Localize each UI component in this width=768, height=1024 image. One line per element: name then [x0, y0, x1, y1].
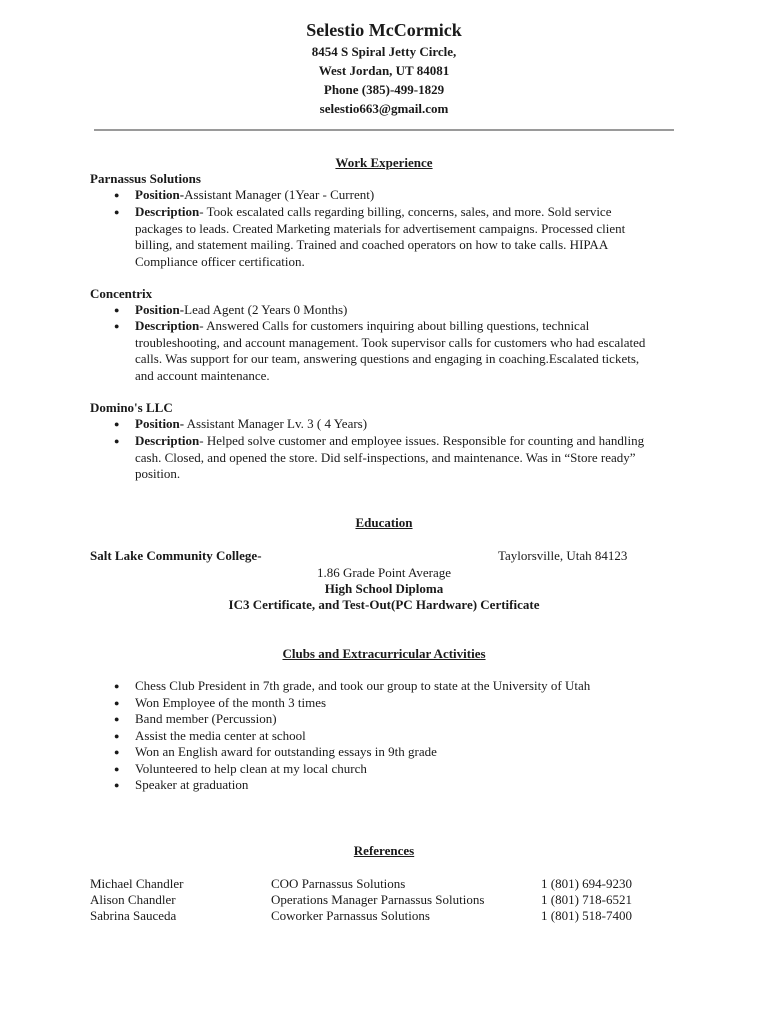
description-block: [135, 433, 690, 483]
company-name: Concentrix: [90, 286, 153, 301]
position-line: [135, 416, 690, 433]
description-line: [135, 204, 690, 221]
position-line: [135, 187, 690, 204]
gpa-line: 1.86 Grade Point Average: [316, 565, 452, 580]
bullet-icon: ●: [114, 697, 120, 708]
description-line: packages to leads. Created Marketing materials for advertisement campaigns. Processed client: [135, 220, 626, 236]
description-line: troubleshooting, and account management. Took supervisor calls for customers who had escalated: [135, 334, 646, 350]
diploma-line: High School Diploma: [324, 581, 444, 596]
club-item: Chess Club President in 7th grade, and took our group to state at the University of Utah: [135, 678, 591, 693]
description-text: - Took escalated calls regarding billing, concerns, sales, and more. Sold service: [199, 204, 612, 219]
description-line: [135, 433, 690, 450]
resume-name: Selestio McCormick: [306, 20, 462, 40]
description-block: [135, 318, 690, 384]
position-label: Position-: [135, 302, 185, 317]
email-line: selestio663@gmail.com: [319, 101, 449, 116]
description-line: calls. Was support for our team, answering questions and engaging in coaching.Escalated tickets,: [135, 351, 640, 366]
club-item: Assist the media center at school: [135, 727, 306, 743]
bullet-icon: ●: [114, 207, 120, 217]
reference-name: Sabrina Sauceda: [90, 908, 177, 923]
bullet-icon: ●: [114, 419, 120, 429]
description-line: [135, 318, 690, 335]
references-heading: References: [353, 843, 415, 858]
bullet-icon: ●: [114, 730, 120, 741]
description-label: Description: [135, 433, 200, 448]
address-line-1: 8454 S Spiral Jetty Circle,: [311, 44, 457, 59]
description-text: - Answered Calls for customers inquiring about billing questions, technical: [199, 318, 590, 333]
description-block: [135, 204, 690, 270]
reference-title: Coworker Parnassus Solutions: [271, 908, 430, 923]
bullet-icon: ●: [114, 321, 120, 331]
club-item: Won an English award for outstanding essays in 9th grade: [135, 744, 437, 759]
club-item: Won Employee of the month 3 times: [135, 694, 327, 710]
bullet-icon: ●: [114, 763, 120, 774]
bullet-icon: ●: [114, 190, 120, 200]
position-text: Assistant Manager Lv. 3 ( 4 Years): [184, 416, 368, 431]
description-line: billing, and statement mailing. Trained and coached operators on how to take calls. HIPAA: [135, 237, 609, 252]
position-label: Position-: [135, 416, 185, 431]
club-item: Speaker at graduation: [135, 777, 249, 792]
bullet-icon: ●: [114, 436, 120, 446]
address-line-2: West Jordan, UT 84081: [318, 63, 450, 78]
reference-name: Alison Chandler: [90, 892, 176, 907]
school-name: Salt Lake Community College-: [90, 548, 262, 563]
company-name: Domino's LLC: [90, 400, 173, 415]
reference-name: Michael Chandler: [90, 876, 184, 891]
club-item: Volunteered to help clean at my local church: [135, 760, 367, 776]
school-location: Taylorsville, Utah 84123: [498, 548, 628, 563]
position-text: Lead Agent (2 Years 0 Months): [184, 302, 348, 317]
phone-line: Phone (385)-499-1829: [323, 82, 445, 97]
description-label: Description: [135, 318, 200, 333]
certificates-line: IC3 Certificate, and Test-Out(PC Hardware) Certificate: [228, 597, 540, 612]
description-line: cash. Closed, and opened the store. Did self-inspections, and maintenance. Was in “Store ready”: [135, 449, 636, 465]
bullet-icon: ●: [114, 681, 120, 691]
reference-title: COO Parnassus Solutions: [271, 876, 406, 891]
position-line: [135, 302, 690, 319]
club-item: Band member (Percussion): [135, 711, 277, 726]
description-label: Description: [135, 204, 200, 219]
header-divider: [94, 129, 674, 131]
company-name: Parnassus Solutions: [90, 171, 201, 186]
bullet-icon: ●: [114, 305, 120, 315]
bullet-icon: ●: [114, 714, 120, 724]
work-experience-heading: Work Experience: [335, 155, 433, 170]
description-text: - Helped solve customer and employee issues. Responsible for counting and handling: [199, 433, 645, 448]
bullet-icon: ●: [114, 747, 120, 757]
clubs-heading: Clubs and Extracurricular Activities: [282, 646, 486, 661]
reference-phone: 1 (801) 718-6521: [541, 892, 632, 907]
education-heading: Education: [355, 515, 413, 530]
description-line: position.: [135, 466, 181, 481]
description-line: and account maintenance.: [135, 367, 270, 383]
reference-phone: 1 (801) 694-9230: [541, 876, 632, 891]
position-text: Assistant Manager (1Year - Current): [184, 187, 375, 202]
reference-title: Operations Manager Parnassus Solutions: [271, 892, 485, 907]
description-line: Compliance officer certification.: [135, 253, 305, 269]
reference-phone: 1 (801) 518-7400: [541, 908, 632, 923]
bullet-icon: ●: [114, 780, 120, 790]
position-label: Position-: [135, 187, 185, 202]
